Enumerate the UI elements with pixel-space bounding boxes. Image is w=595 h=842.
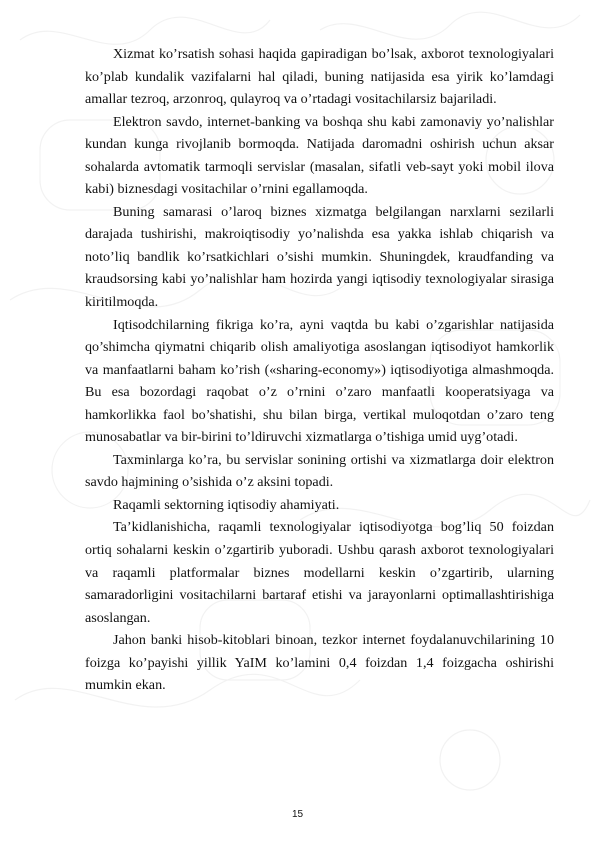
paragraph: Buning samarasi o’laroq biznes xizmatga belgilangan narxlarni sezilarli darajada tushirishi, makroiqtisodiy yo’nalishda esa yakka ishlab chiqarish va noto’liq bandlik ko’rsatkichlari o’sishi mumkin. Shuningdek, kraudfanding va kraudsorsing kabi yo’nalishlar ham hozirda yangi iqtisodiy texnologiyalar sirasiga kiritilmoqda. [85,203,554,311]
paragraph: Xizmat ko’rsatish sohasi haqida gapiradigan bo’lsak, axborot texnologiyalari ko’plab kundalik vazifalarni hal qiladi, buning natijasida esa yirik ko’lamdagi amallar tezroq, arzonroq, qulayroq va o’rtadagi vositachilarsiz bajariladi. [85,46,554,108]
paragraph: Iqtisodchilarning fikriga ko’ra, ayni vaqtda bu kabi o’zgarishlar natijasida qo’shimcha qiymatni chiqarib olish amaliyotiga asoslangan iqtisodiyot hamkorlik va manfaatlarni baham ko’rish («sharing-economy») iqtisodiyotiga almashmoqda. Bu esa bozordagi raqobat o’z o’rnini o’zaro manfaatli kooperatsiyaga va hamkorlikka faol bo’shatishi, shu bilan birga, vertikal muloqotdan o’zaro teng munosabatlar va bir-birini to’ldiruvchi xizmatlarga o’tishiga umid uyg’otadi. [85,316,554,446]
paragraph: Elektron savdo, internet-banking va boshqa shu kabi zamonaviy yo’nalishlar kundan kunga rivojlanib bormoqda. Natijada daromadni oshirish uchun aksar sohalarda avtomatik tarmoqli servislar (masalan, sifatli veb-sayt yoki mobil ilova kabi) biznesdagi vositachilar o’rnini egallamoqda. [85,113,554,198]
paragraph: Taxminlarga ko’ra, bu servislar sonining ortishi va xizmatlarga doir elektron savdo hajmining o’sishida o’z aksini topadi. [85,451,554,491]
section-heading: Raqamli sektorning iqtisodiy ahamiyati. [113,496,340,513]
page-number: 15 [291,809,304,820]
document-body [85,43,554,697]
paragraph: Ta’kidlanishicha, raqamli texnologiyalar iqtisodiyotga bog’liq 50 foizdan ortiq sohalarni keskin o’zgartirib yuboradi. Ushbu qarash axborot texnologiyalari va raqamli platformalar biznes modellarni keskin o’zgartirib, ularning samaradorligini vositachilarni bartaraf etishi va jarayonlarni optimallashtirishiga asoslangan. [85,519,554,626]
paragraph: Jahon banki hisob-kitoblari binoan, tezkor internet foydalanuvchilarining 10 foizga ko’payishi yillik YaIM ko’lamini 0,4 foizdan 1,4 foizgacha oshirishi mumkin ekan. [85,632,554,694]
